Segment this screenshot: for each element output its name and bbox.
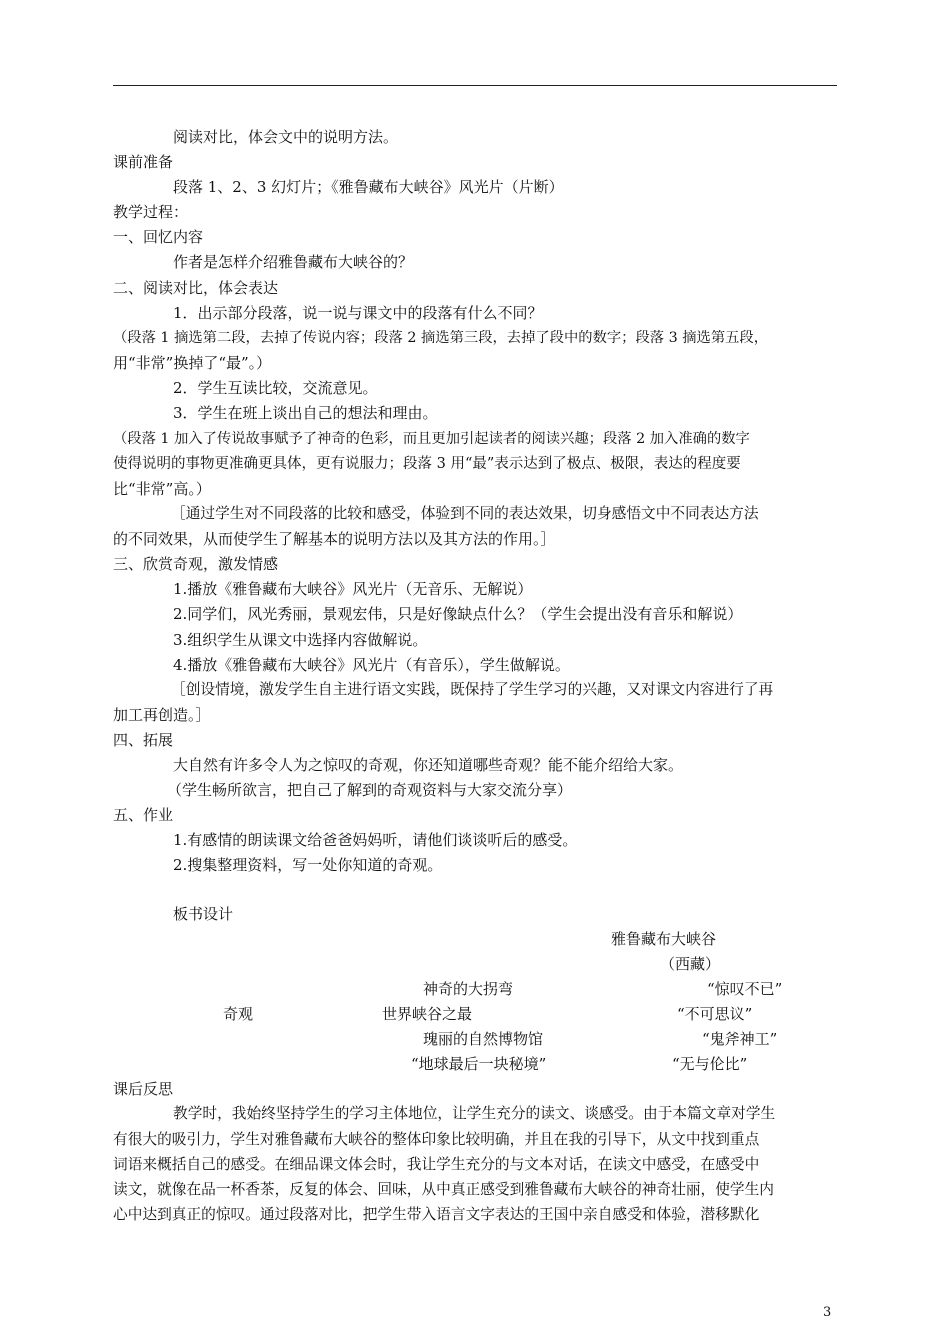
reflection-line: 教学时，我始终坚持学生的学习主体地位，让学生充分的读文、谈感受。由于本篇文章对学生	[173, 1105, 776, 1122]
board-right-item: “惊叹不已”	[707, 980, 783, 998]
section-heading: 三、欣赏奇观，激发情感	[113, 555, 279, 573]
board-right-item: “不可思议”	[677, 1005, 753, 1023]
text-line: ［创设情境，激发学生自主进行语文实践，既保持了学生学习的兴趣，又对课文内容进行了再	[171, 681, 774, 698]
board-middle-item: 世界峡谷之最	[382, 1005, 473, 1023]
board-middle-item: 神奇的大拐弯	[423, 980, 514, 998]
header-rule	[113, 85, 837, 86]
text-line: 1.播放《雅鲁藏布大峡谷》风光片（无音乐、无解说）	[173, 580, 533, 598]
objective-line: 阅读对比，体会文中的说明方法。	[173, 128, 399, 146]
reflection-line: 有很大的吸引力，学生对雅鲁藏布大峡谷的整体印象比较明确，并且在我的引导下，从文中找到重点	[113, 1131, 760, 1148]
section-heading: 课前准备	[113, 153, 174, 171]
board-heading: 板书设计	[173, 905, 234, 923]
text-line: （学生畅所欲言，把自己了解到的奇观资料与大家交流分享）	[167, 781, 573, 799]
board-right-item: “鬼斧神工”	[702, 1030, 778, 1048]
text-line: 3.组织学生从课文中选择内容做解说。	[173, 631, 428, 649]
text-line: 2.同学们，风光秀丽，景观宏伟，只是好像缺点什么？（学生会提出没有音乐和解说）	[173, 605, 743, 623]
board-left-label: 奇观	[223, 1005, 254, 1023]
board-title: 雅鲁藏布大峡谷	[611, 930, 717, 948]
reflection-heading: 课后反思	[113, 1080, 174, 1098]
text-line: 加工再创造。］	[113, 706, 211, 724]
text-line: ［通过学生对不同段落的比较和感受，体验到不同的表达效果，切身感悟文中不同表达方法	[171, 505, 759, 522]
section-heading: 四、拓展	[113, 731, 174, 749]
text-line: 比“非常”高。）	[113, 480, 211, 498]
text-line: 使得说明的事物更准确更具体，更有说服力；段落 3 用“最”表示达到了极点、极限，表达的程度要	[113, 456, 741, 472]
text-line: 2．学生互读比较，交流意见。	[173, 379, 378, 397]
reflection-line: 词语来概括自己的感受。在细品课文体会时，我让学生充分的与文本对话，在读文中感受，在感受中	[113, 1156, 760, 1173]
text-line: 大自然有许多令人为之惊叹的奇观，你还知道哪些奇观？能不能介绍给大家。	[173, 756, 684, 774]
reflection-line: 心中达到真正的惊叹。通过段落对比，把学生带入语言文字表达的王国中亲自感受和体验，潜移默化	[113, 1206, 760, 1223]
board-subtitle: （西藏）	[660, 955, 721, 973]
section-heading: 教学过程：	[113, 203, 189, 221]
text-line: 4.播放《雅鲁藏布大峡谷》风光片（有音乐），学生做解说。	[173, 656, 570, 674]
board-middle-item: “地球最后一块秘境”	[411, 1055, 547, 1073]
text-line: 的不同效果，从而使学生了解基本的说明方法以及其方法的作用。］	[113, 530, 556, 548]
text-line: 用“非常”换掉了“最”。）	[113, 354, 272, 372]
reflection-line: 读文，就像在品一杯香茶，反复的体会、回味，从中真正感受到雅鲁藏布大峡谷的神奇壮丽，使学生内	[113, 1181, 774, 1198]
section-heading: 五、作业	[113, 806, 174, 824]
text-line: 1．出示部分段落，说一说与课文中的段落有什么不同？	[173, 304, 543, 322]
board-right-item: “无与伦比”	[672, 1055, 748, 1073]
section-heading: 二、阅读对比，体会表达	[113, 279, 279, 297]
text-line: 段落 1、2、3 幻灯片；《雅鲁藏布大峡谷》风光片（片断）	[173, 178, 564, 196]
section-heading: 一、回忆内容	[113, 228, 204, 246]
text-line: 1.有感情的朗读课文给爸爸妈妈听，请他们谈谈听后的感受。	[173, 831, 578, 849]
text-line: 2.搜集整理资料，写一处你知道的奇观。	[173, 856, 443, 874]
text-line: （段落 1 摘选第二段，去掉了传说内容；段落 2 摘选第三段，去掉了段中的数字；段落 3 摘选第五段，	[113, 330, 769, 346]
text-line: 作者是怎样介绍雅鲁藏布大峡谷的？	[173, 253, 414, 271]
text-line: 3．学生在班上谈出自己的想法和理由。	[173, 404, 438, 422]
text-line: （段落 1 加入了传说故事赋予了神奇的色彩，而且更加引起读者的阅读兴趣；段落 2 加入准确的数字	[113, 431, 750, 447]
board-middle-item: 瑰丽的自然博物馆	[423, 1030, 544, 1048]
page-number: 3	[823, 1305, 832, 1320]
